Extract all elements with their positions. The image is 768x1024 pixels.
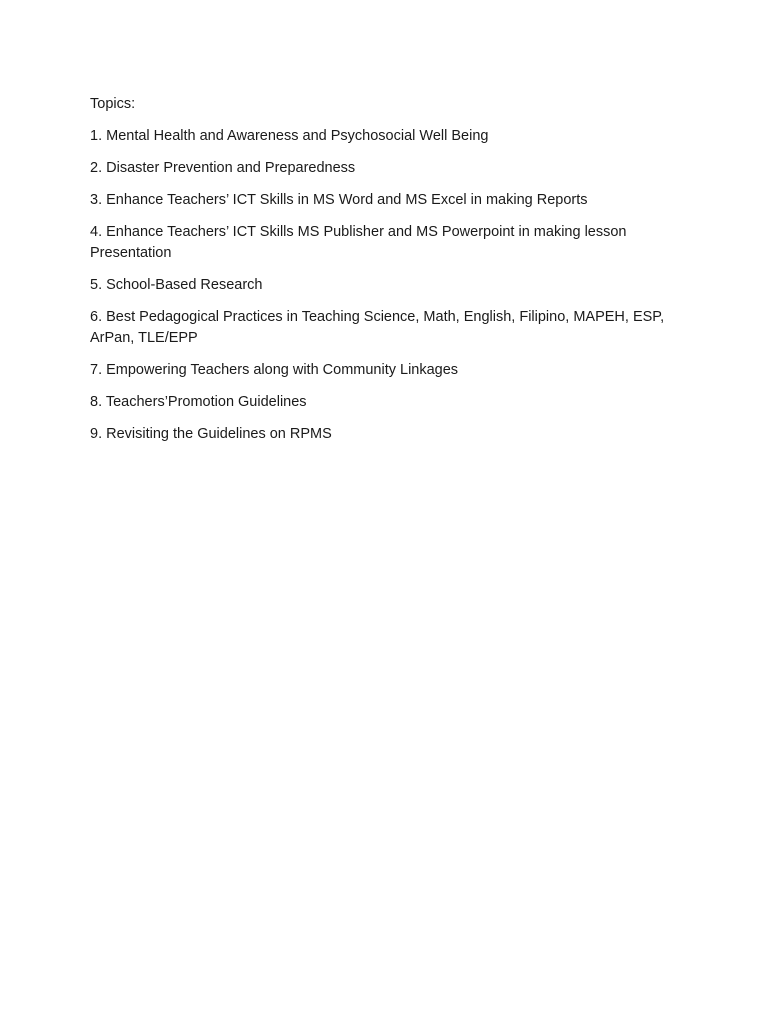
topic-item-5: 5. School-Based Research — [90, 277, 263, 293]
topics-heading: Topics: — [90, 96, 136, 112]
topic-item-7: 7. Empowering Teachers along with Community Linkages — [90, 362, 459, 378]
topic-list — [90, 126, 680, 445]
topic-item-9: 9. Revisiting the Guidelines on RPMS — [90, 426, 332, 442]
topic-item-4: 4. Enhance Teachers’ ICT Skills MS Publisher and MS Powerpoint in making lesson Presentation — [90, 224, 627, 261]
topic-item-2: 2. Disaster Prevention and Preparedness — [90, 160, 356, 176]
topic-item-6: 6. Best Pedagogical Practices in Teaching Science, Math, English, Filipino, MAPEH, ESP, ArPan, TLE/EPP — [90, 309, 665, 346]
topic-item-3: 3. Enhance Teachers’ ICT Skills in MS Word and MS Excel in making Reports — [90, 192, 588, 208]
document-body — [90, 94, 680, 456]
topic-item-8: 8. Teachers’Promotion Guidelines — [90, 394, 307, 410]
topic-item-1: 1. Mental Health and Awareness and Psychosocial Well Being — [90, 128, 489, 144]
